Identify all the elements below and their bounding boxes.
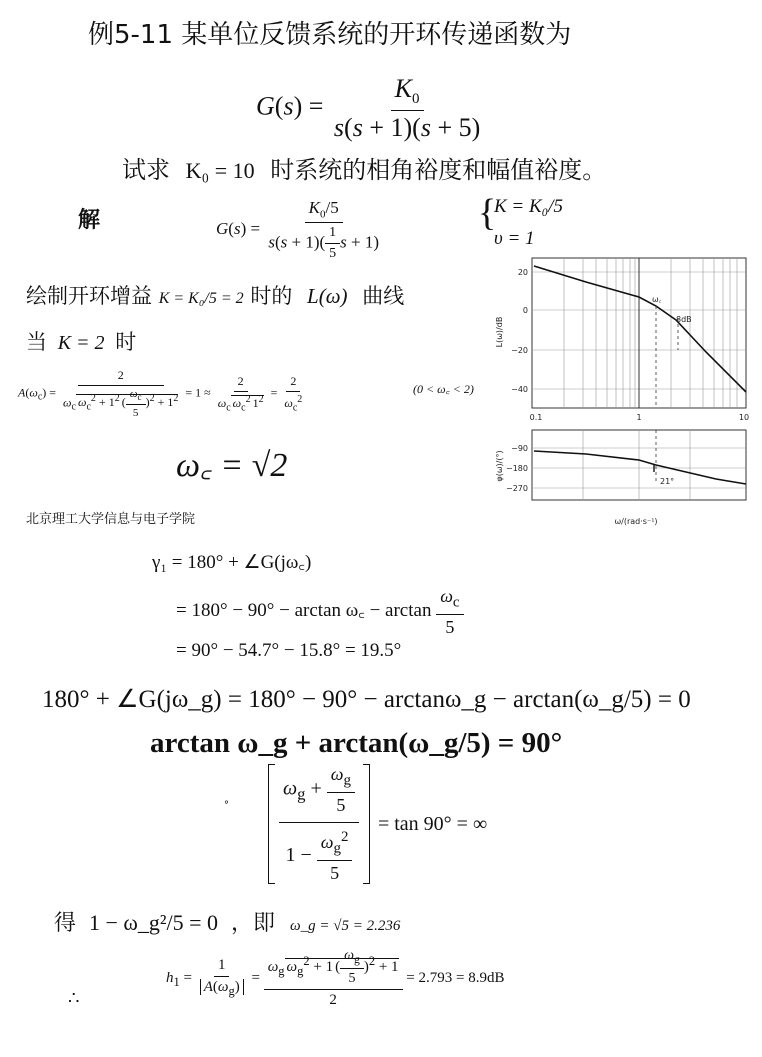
draw-L: L(ω) — [307, 284, 348, 308]
draw-k: K = K₀/5 = 2 — [158, 290, 244, 307]
gamma-line-1: γ₁ = 180° + ∠G(jω꜀) — [152, 552, 312, 573]
brace-symbol: { — [478, 192, 497, 234]
phase-tick-minus90: −90 — [511, 444, 528, 453]
problem-statement — [122, 150, 606, 185]
page-title: 例5-11 某单位反馈系统的开环传递函数为 — [88, 20, 572, 50]
result-prefix: 得 — [54, 911, 77, 936]
phase-tick-minus270: −270 — [506, 484, 528, 493]
xlabel: ω/(rad·s⁻¹) — [614, 517, 658, 526]
phase-ylabel: φ(ω)/(°) — [495, 450, 504, 482]
therefore-symbol: ∴ — [68, 988, 80, 1008]
arctan-equation: arctan ω_g + arctan(ω_g/5) = 90° — [150, 727, 563, 759]
wc-label: ω꜀ — [652, 295, 662, 304]
problem-suffix: 时系统的相角裕度和幅值裕度。 — [270, 156, 607, 184]
mag-tick-0: 0 — [522, 306, 528, 315]
mag-tick-minus20: −20 — [511, 346, 528, 355]
tan-equation: $\omega_g$ + $\frac{\omega_g}{5}$ 1 − $\frac{\omega_g^2}{5}$ = tan 90° = ∞ — [268, 764, 487, 884]
gamma-line-3: = 90° − 54.7° − 15.8° = 19.5° — [176, 640, 402, 661]
phase-tick-minus180: −180 — [506, 464, 528, 473]
bode-plot — [486, 252, 758, 530]
mag-ylabel: L(ω)/dB — [495, 316, 504, 348]
h1-rhs: = 2.793 = 8.9dB — [406, 969, 505, 986]
when-k: K = 2 — [57, 332, 105, 354]
draw-text-a: 绘制开环增益 — [26, 284, 152, 308]
omega-c-result: ω꜀ = √2 — [176, 447, 288, 484]
solution-label: 解 — [78, 208, 101, 233]
range-note: (0 < ω꜀ < 2) — [413, 382, 474, 396]
when-suffix: 时 — [115, 330, 137, 354]
draw-text-c: 曲线 — [362, 284, 405, 308]
gamma-line-2: = 180° − 90° − arctan ω꜀ − arctan $\frac{\omega_c}{5}$ — [176, 586, 464, 638]
when-prefix: 当 — [26, 330, 47, 354]
freq-tick-1: 1 — [636, 413, 642, 422]
problem-prefix: 试求 — [122, 156, 170, 184]
right-bracket — [363, 764, 370, 884]
magnitude-panel — [495, 258, 749, 422]
result-equation: 1 − ω_g²/5 = 0 — [89, 910, 219, 935]
result-mid: ，即 — [231, 911, 276, 936]
k-equation: K = K₀/5 — [494, 196, 564, 217]
problem-value: K₀ = 10 — [185, 158, 255, 183]
gain-margin-equation: $h_1$ = $\frac{1}{A(\omega_g)}$ = $\omega_g$ $\omega_g^2 + 1$ ( $\frac{\omega_g}{5}$ )$^2$ + 1 2 = 2.793 = 8.9dB — [166, 948, 505, 1008]
result-value: ω_g = √5 = 2.236 — [290, 918, 401, 934]
degree-mark: ° — [224, 800, 229, 811]
amplitude-equation: $A(\omega_c)$ = 2 $\omega_c$ $\omega_c^2 + 1^2$ ( $\frac{\omega_c}{5}$ )$^2 + 1^2$ = 1 ≈ $\frac{2}{\omega_c \omega_c^2 1^2}$ = $\frac{2}{\omega_c^2}$ — [18, 368, 303, 420]
transfer-function: G(s) = $\frac{K_0}{s(s + 1)(s + 5)}$ — [256, 74, 481, 143]
mag-tick-minus40: −40 — [511, 385, 528, 394]
draw-instruction — [26, 280, 404, 310]
v-equation: υ = 1 — [494, 228, 535, 249]
freq-tick-10: 10 — [738, 413, 750, 422]
institution-watermark: 北京理工大学信息与电子学院 — [26, 512, 196, 527]
left-bracket — [268, 764, 275, 884]
tan-rhs: = tan 90° = ∞ — [377, 812, 488, 835]
pm-label: 21° — [660, 477, 675, 486]
freq-tick-0.1: 0.1 — [529, 413, 543, 422]
normalized-transfer-function: G(s) = $K_0/5$ s(s + 1)( $\frac{1}{5}$ s + 1) — [216, 198, 380, 262]
draw-text-b: 时的 — [250, 284, 293, 308]
mag-tick-20: 20 — [517, 268, 528, 277]
when-clause — [26, 326, 136, 356]
result-line — [54, 906, 400, 937]
phase-panel — [495, 430, 746, 526]
gamma-line-2-text: = 180° − 90° − arctan ω꜀ − arctan — [176, 600, 432, 622]
phase-crossover-equation: 180° + ∠G(jω_g) = 180° − 90° − arctanω_g − arctan(ω_g/5) = 0 — [42, 686, 691, 713]
gm-label: 8dB — [676, 315, 692, 324]
